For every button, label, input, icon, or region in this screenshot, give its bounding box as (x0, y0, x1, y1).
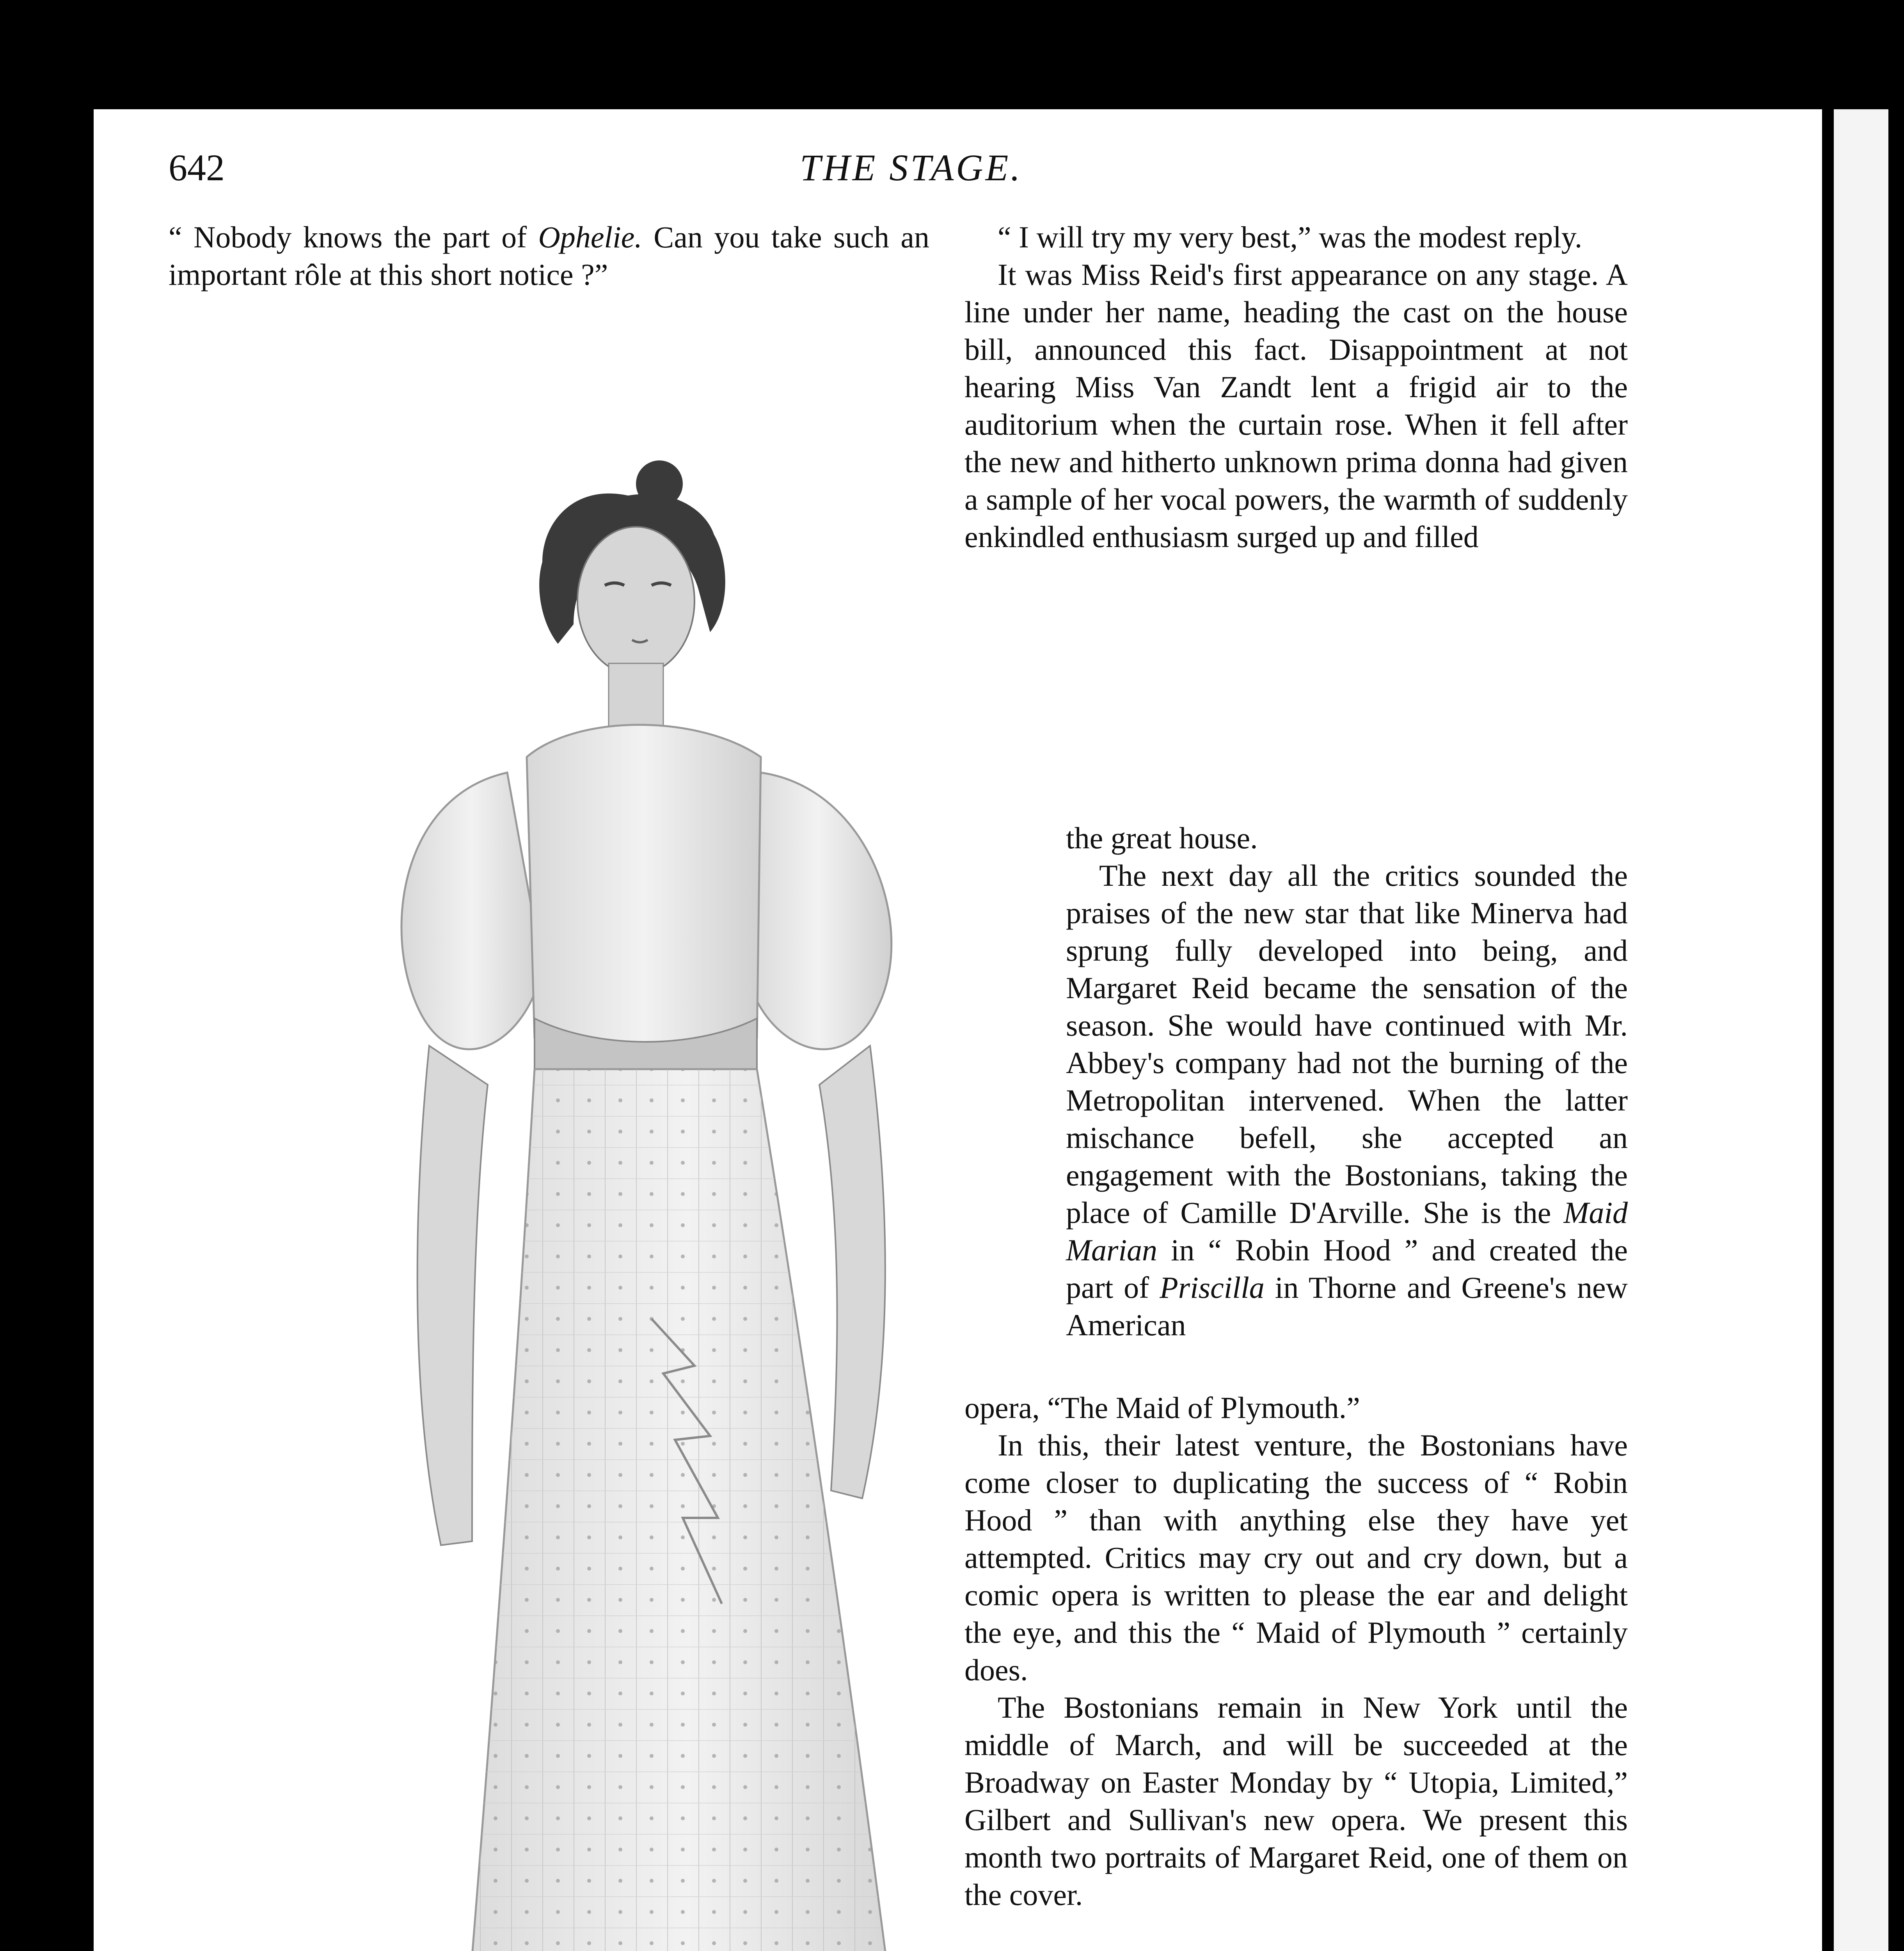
right-column-bottom (964, 1389, 1628, 1914)
page-number: 642 (169, 147, 225, 188)
role-priscilla: Priscilla (1160, 1270, 1265, 1304)
intro-quote (169, 219, 929, 293)
right-column-top (964, 219, 1628, 556)
role-ophelie: Ophelie. (538, 220, 642, 254)
paragraph-first-appearance: It was Miss Reid's first appearance on any stage. A line under her name, heading the cast on the house bill, announced this fact. Disappointment at not hearing Miss Van Zandt lent a frigid air to the auditorium when the curtain rose. When it fell after the new and hitherto unknown prima donna had given a sample of her vocal powers, the warmth of suddenly enkindled enthusiasm surged up and filled (964, 258, 1628, 554)
paragraph-bostonians-remain: The Bostonians remain in New York until the middle of March, and will be succeeded at the Broadway on Easter Monday by “ Utopia, Limited,” Gilbert and Sullivan's new opera. We present this month two portraits of Margaret Reid, one of them on the cover. (964, 1690, 1628, 1912)
paragraph-latest-venture: In this, their latest venture, the Bostonians have come closer to duplicating the success of “ Robin Hood ” than with anything else they have yet attempted. Critics may cry out and cry down, but a comic opera is written to please the ear and delight the eye, and this the “ Maid of Plymouth ” certainly does. (964, 1428, 1628, 1687)
next-day-text-c: in Thorne and Greene's new American (1066, 1270, 1628, 1342)
next-day-text-a: The next day all the critics sounded the praises of the new star that like Minerva had sprung fully developed into being, and Margaret Reid became the sensation of the season. She would have continued with Mr. Abbey's company had not the burning of the Metropolitan intervened. When the latter mischance befell, she accepted an engagement with the Bostonians, taking the place of Camille D'Arville. She is the (1066, 858, 1628, 1230)
paragraph-opera-title: opera, “The Maid of Plymouth.” (964, 1391, 1360, 1425)
paragraph-reply: “ I will try my very best,” was the modest reply. (998, 220, 1583, 254)
right-column-narrow (1066, 819, 1628, 1344)
role-maid-marian: Maid Marian (1066, 1196, 1628, 1267)
paragraph-next-day (1066, 857, 1628, 1344)
next-day-text-b: in “ Robin Hood ” and created the part of (1066, 1233, 1628, 1304)
intro-quote-end: Can you take such an important rôle at this short notice ?” (169, 220, 929, 291)
intro-quote-start: “ Nobody knows the part of (169, 220, 538, 254)
running-title: THE STAGE. (800, 147, 1023, 188)
paragraph-great-house: the great house. (1066, 821, 1258, 855)
next-page-edge (1834, 109, 1888, 1951)
portrait-photograph (324, 460, 1026, 1951)
